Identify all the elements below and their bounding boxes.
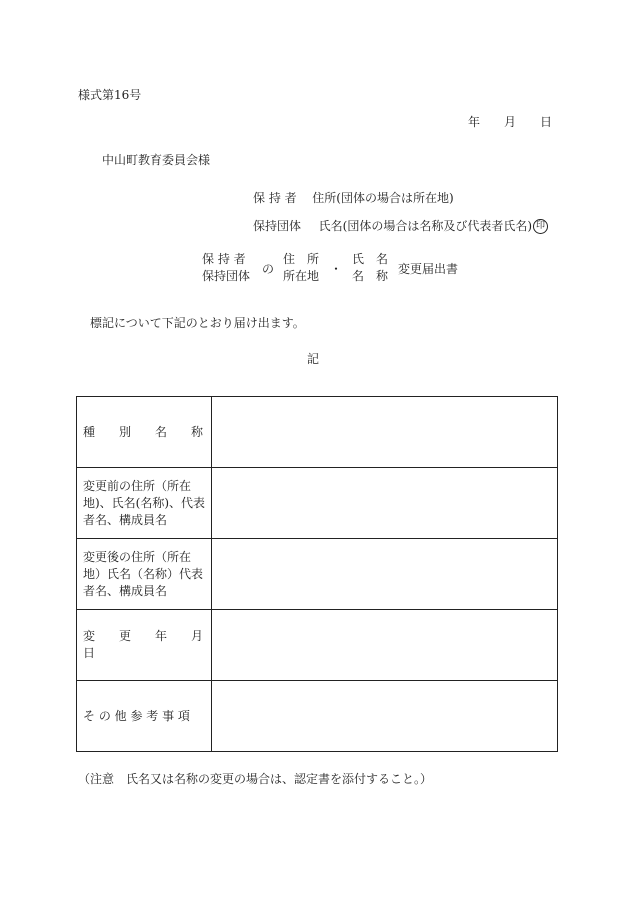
row-value-change-date[interactable]	[212, 610, 558, 681]
title-address-location	[283, 251, 319, 285]
row-value-type-name[interactable]	[212, 397, 558, 468]
title-title-name: 名 称	[352, 269, 389, 283]
date-year: 年	[468, 115, 481, 129]
title-suffix: 変更届出書	[398, 262, 459, 276]
title-name-block	[352, 251, 388, 285]
form-number: 様式第16号	[78, 88, 142, 102]
intro-text: 標記について下記のとおり届け出ます。	[90, 316, 305, 330]
table-row	[77, 468, 558, 539]
table-row	[77, 539, 558, 610]
holder-address-label: 住所(団体の場合は所在地)	[312, 191, 454, 205]
title-holder-group	[202, 251, 250, 285]
title-address: 住 所	[283, 252, 320, 266]
row-label-after: 変更後の住所（所在地）氏名（名称）代表者名、構成員名	[77, 539, 212, 610]
table-row	[77, 681, 558, 752]
row-value-before[interactable]	[212, 468, 558, 539]
row-label-other: そ の 他 参 考 事 項	[77, 681, 212, 752]
table-row	[77, 397, 558, 468]
row-label-before: 変更前の住所（所在地)、氏名(名称)、代表者名、構成員名	[77, 468, 212, 539]
note-text: （注意 氏名又は名称の変更の場合は、認定書を添付すること。）	[78, 772, 433, 786]
holder-name-label: 氏名(団体の場合は名称及び代表者氏名)	[318, 219, 533, 233]
seal-mark: 印	[533, 219, 548, 234]
row-label-change-date: 変 更 年 月 日	[77, 610, 212, 681]
title-name: 氏 名	[352, 252, 389, 266]
row-value-other[interactable]	[212, 681, 558, 752]
group-role: 保持団体	[253, 219, 302, 233]
row-value-after[interactable]	[212, 539, 558, 610]
title-no: の	[262, 262, 275, 276]
holder-name-line	[253, 217, 548, 234]
date-day: 日	[540, 115, 553, 129]
holder-role: 保 持 者	[253, 191, 297, 205]
holder-address-line	[253, 189, 454, 206]
date-month: 月	[504, 115, 517, 129]
title-group: 保持団体	[202, 269, 251, 283]
title-location: 所在地	[283, 269, 320, 283]
title-holder: 保 持 者	[202, 252, 246, 266]
form-table	[76, 396, 558, 752]
addressee: 中山町教育委員会様	[102, 153, 211, 167]
title-dot: ・	[330, 262, 343, 276]
ki-heading: 記	[307, 352, 320, 366]
row-label-type-name: 種 別 名 称	[77, 397, 212, 468]
table-row	[77, 610, 558, 681]
